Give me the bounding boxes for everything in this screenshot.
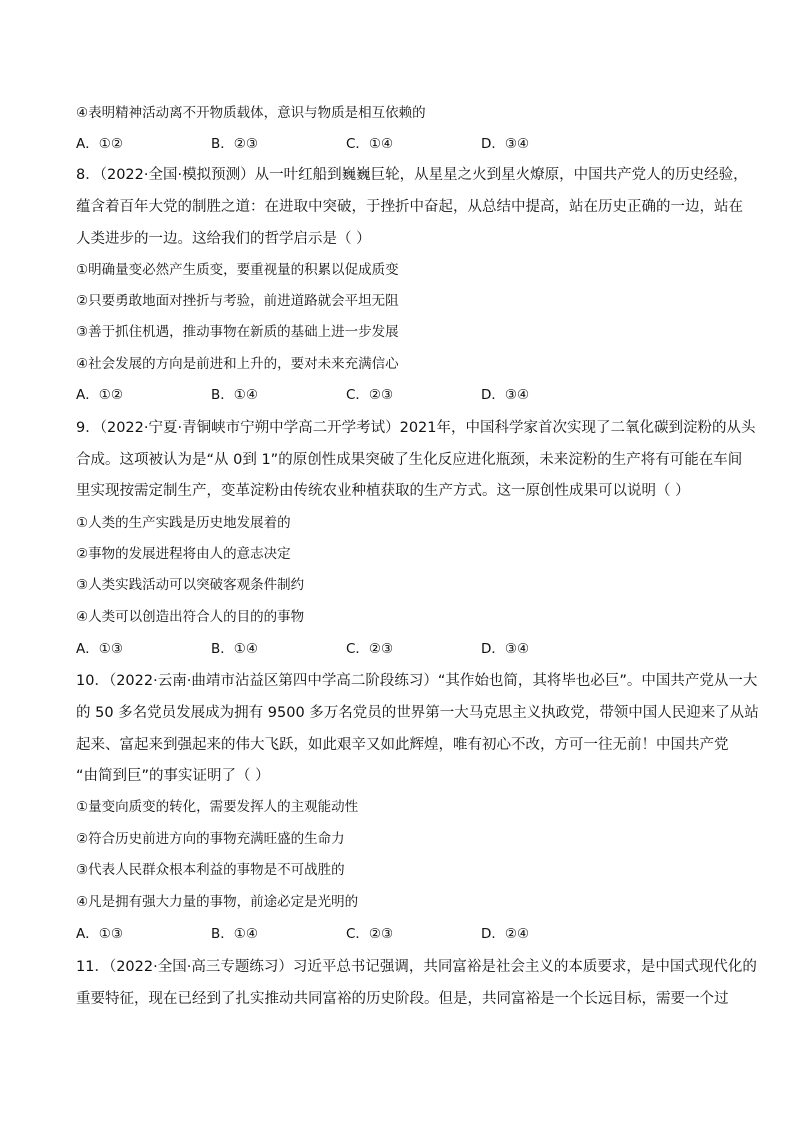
q9-answer-b[interactable]: B．①④ [211,641,258,657]
q11-stem-line-1: 11．（2022·全国·高三专题练习）习近平总书记强调，共同富裕是社会主义的本质要求，是中国式现代化的 [76,959,757,975]
q8-stem-line-2: 蕴含着百年大党的制胜之道：在进取中突破，于挫折中奋起，从总结中提高，站在历史正确的一边，站在 [76,199,743,215]
q8-option-4: ④社会发展的方向是前进和上升的，要对未来充满信心 [76,356,399,372]
q9-stem-line-2: 合成。这项被认为是“从 0到 1”的原创性成果突破了生化反应进化瓶颈，未来淀粉的生产将有可能在车间 [76,452,743,468]
q10-option-4: ④凡是拥有强大力量的事物，前途必定是光明的 [76,894,359,910]
q7-answer-d[interactable]: D．③④ [481,136,530,152]
q8-stem-line-3: 人类进步的一边。这给我们的哲学启示是（ ） [76,231,371,247]
q9-option-1: ①人类的生产实践是历史地发展着的 [76,515,291,531]
q9-stem-line-1: 9．（2022·宁夏·青铜峡市宁朔中学高二开学考试）2021年，中国科学家首次实现了二氧化碳到淀粉的从头 [76,420,756,436]
q10-stem-line-2: 的 50 多名党员发展成为拥有 9500 多万名党员的世界第一大马克思主义执政党，带领中国人民迎来了从站 [76,705,759,721]
q9-option-4: ④人类可以创造出符合人的目的的事物 [76,609,305,625]
q11-stem-line-2: 重要特征，现在已经到了扎实推动共同富裕的历史阶段。但是，共同富裕是一个长远目标，需要一个过 [76,991,729,1007]
q10-option-3: ③代表人民群众根本利益的事物是不可战胜的 [76,862,345,878]
q8-option-3: ③善于抓住机遇，推动事物在新质的基础上进一步发展 [76,324,399,340]
q9-answer-c[interactable]: C．②③ [346,641,394,657]
q9-answer-d[interactable]: D．③④ [481,641,530,657]
q7-answer-b[interactable]: B．②③ [211,136,258,152]
q7-answer-a[interactable]: A．①② [76,136,123,152]
q10-stem-line-1: 10．（2022·云南·曲靖市沾益区第四中学高二阶段练习）“其作始也简，其将毕也必巨”。中国共产党从一大 [76,673,758,689]
question-7-option-4: ④表明精神活动离不开物质载体，意识与物质是相互依赖的 [76,105,426,121]
q9-option-2: ②事物的发展进程将由人的意志决定 [76,546,291,562]
q8-answer-d[interactable]: D．③④ [481,387,530,403]
q10-answer-a[interactable]: A．①③ [76,926,123,942]
q8-answer-b[interactable]: B．①④ [211,387,258,403]
q10-answer-b[interactable]: B．①④ [211,926,258,942]
q8-answer-a[interactable]: A．①② [76,387,123,403]
q8-stem-line-1: 8．（2022·全国·模拟预测）从一叶红船到巍巍巨轮，从星星之火到星火燎原，中国共产党人的历史经验， [76,167,748,183]
q10-option-2: ②符合历史前进方向的事物充满旺盛的生命力 [76,831,345,847]
q7-answer-c[interactable]: C．①④ [346,136,394,152]
q9-stem-line-3: 里实现按需定制生产，变革淀粉由传统农业种植获取的生产方式。这一原创性成果可以说明（ ） [76,483,690,499]
q10-stem-line-3: 起来、富起来到强起来的伟大飞跃，如此艰辛又如此辉煌，唯有初心不改，方可一往无前！中国共产党 [76,737,729,753]
q9-option-3: ③人类实践活动可以突破客观条件制约 [76,577,305,593]
q8-option-2: ②只要勇敢地面对挫折与考验，前进道路就会平坦无阻 [76,293,399,309]
q10-stem-line-4: “由简到巨”的事实证明了（ ） [76,768,270,784]
q9-answer-a[interactable]: A．①③ [76,641,123,657]
q10-answer-d[interactable]: D．②④ [481,926,530,942]
q8-answer-c[interactable]: C．②③ [346,387,394,403]
q10-option-1: ①量变向质变的转化，需要发挥人的主观能动性 [76,799,359,815]
q10-answer-c[interactable]: C．②③ [346,926,394,942]
q8-option-1: ①明确量变必然产生质变，要重视量的积累以促成质变 [76,262,399,278]
